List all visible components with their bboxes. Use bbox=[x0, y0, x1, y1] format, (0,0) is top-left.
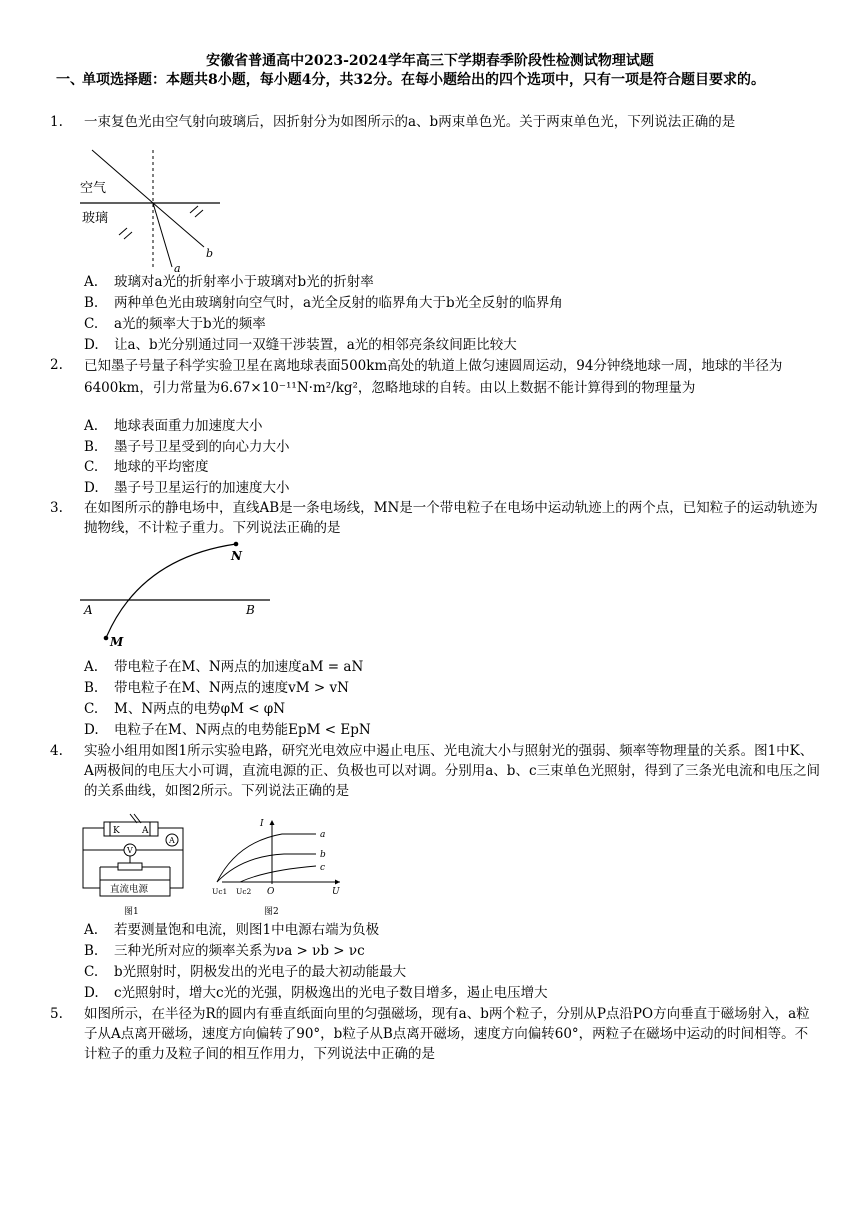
option-d: D. 让a、b光分别通过同一双缝干涉装置，a光的相邻亮条纹间距比较大 bbox=[84, 337, 517, 353]
question-number: 2. bbox=[50, 357, 63, 373]
section-number: 一、 bbox=[56, 72, 84, 88]
figure-1-caption: 图1 bbox=[124, 907, 139, 917]
option-a: A. 玻璃对a光的折射率小于玻璃对b光的折射率 bbox=[84, 274, 374, 290]
option-c: C. b光照射时，阴极发出的光电子的最大初动能最大 bbox=[84, 964, 407, 980]
figure-refraction bbox=[80, 150, 250, 276]
figure-circuit bbox=[80, 820, 190, 920]
ray-a-label: a bbox=[174, 262, 181, 275]
axis-u-label: U bbox=[332, 887, 340, 897]
glass-label: 玻璃 bbox=[82, 211, 109, 226]
option-b: B. 两种单色光由玻璃射向空气时，a光全反射的临界角大于b光全反射的临界角 bbox=[84, 295, 563, 311]
axis-i-label: I bbox=[260, 819, 264, 829]
anode-a-label: A bbox=[142, 826, 149, 836]
option-d: D. c光照射时，增大c光的光强，阴极逸出的光电子数目增多，遏止电压增大 bbox=[84, 985, 548, 1001]
question-number: 5. bbox=[50, 1006, 63, 1022]
option-b: B. 三种光所对应的频率关系为νa > νb > νc bbox=[84, 943, 365, 959]
figure-iv-curves bbox=[212, 812, 352, 920]
option-c: C. M、N两点的电势φM < φN bbox=[84, 701, 286, 717]
curve-a-label: a bbox=[320, 830, 326, 840]
question-number: 1. bbox=[50, 114, 63, 130]
question-text: 一束复色光由空气射向玻璃后，因折射分为如图所示的a、b两束单色光。关于两束单色光，下列说法正确的是 bbox=[84, 114, 736, 130]
section-text: 单项选择题：本题共8小题，每小题4分，共32分。在每小题给出的四个选项中，只有一项是符合题目要求的。 bbox=[82, 72, 765, 88]
page-title: 安徽省普通高中2023-2024学年高三下学期春季阶段性检测试物理试题 bbox=[206, 53, 654, 69]
question-text: 如图所示，在半径为R的圆内有垂直纸面向里的匀强磁场，现有a、b两个粒子，分别从P点沿PO方向垂直于磁场射入，a粒子从A点离开磁场，速度方向偏转了90°，b粒子从B点离开磁场，速度方向偏转60°，两粒子在磁场中运动的时间相等。不计粒子的重力及粒子间的相互作用力，下列说法中正确的是 bbox=[84, 1006, 810, 1062]
option-c: C. 地球的平均密度 bbox=[84, 459, 209, 475]
option-c: C. a光的频率大于b光的频率 bbox=[84, 316, 266, 332]
uc1-label: Uc1 bbox=[212, 887, 228, 896]
point-n-label: N bbox=[231, 549, 242, 563]
ammeter-label: A bbox=[169, 836, 175, 845]
question-text: 实验小组用如图1所示实验电路，研究光电效应中遏止电压、光电流大小与照射光的强弱、频率等物理量的关系。图1中K、A两极间的电压大小可调，直流电源的正、负极也可以对调。分别用a、b、c三束单色光照射，得到了三条光电流和电压之间的关系曲线，如图2所示。下列说法正确的是 bbox=[84, 743, 820, 799]
question-text: 在如图所示的静电场中，直线AB是一条电场线，MN是一个带电粒子在电场中运动轨迹上的两个点，已知粒子的运动轨迹为抛物线，不计粒子重力。下列说法正确的是 bbox=[84, 500, 818, 536]
option-a: A. 带电粒子在M、N两点的加速度aM = aN bbox=[84, 659, 364, 675]
figure-2-caption: 图2 bbox=[264, 907, 279, 917]
option-b: B. 带电粒子在M、N两点的速度vM > vN bbox=[84, 680, 349, 696]
question-number: 3. bbox=[50, 500, 63, 516]
point-b-label: B bbox=[246, 603, 255, 617]
uc2-label: Uc2 bbox=[236, 887, 252, 896]
ray-b-label: b bbox=[206, 247, 214, 260]
option-d: D. 电粒子在M、N两点的电势能EpM < EpN bbox=[84, 722, 371, 738]
voltmeter-label: V bbox=[127, 846, 133, 855]
point-m-label: M bbox=[110, 635, 124, 649]
option-b: B. 墨子号卫星受到的向心力大小 bbox=[84, 439, 290, 455]
option-a: A. 地球表面重力加速度大小 bbox=[84, 418, 263, 434]
curve-c-label: c bbox=[320, 863, 326, 873]
question-number: 4. bbox=[50, 743, 63, 759]
cathode-k-label: K bbox=[113, 826, 120, 836]
origin-label: O bbox=[267, 887, 275, 897]
curve-b-label: b bbox=[320, 850, 326, 860]
dc-source-label: 直流电源 bbox=[110, 884, 149, 895]
option-d: D. 墨子号卫星运行的加速度大小 bbox=[84, 480, 290, 496]
air-label: 空气 bbox=[80, 181, 107, 196]
point-a-label: A bbox=[84, 603, 93, 617]
option-a: A. 若要测量饱和电流，则图1中电源右端为负极 bbox=[84, 922, 380, 938]
question-text: 已知墨子号量子科学实验卫星在离地球表面500km高处的轨道上做匀速圆周运动，94分钟绕地球一周，地球的半径为6400km，引力常量为6.67×10⁻¹¹N·m²/kg²，忽略地球的自转。由以上数据不能计算得到的物理量为 bbox=[84, 358, 783, 396]
figure-electric-field bbox=[80, 538, 280, 658]
